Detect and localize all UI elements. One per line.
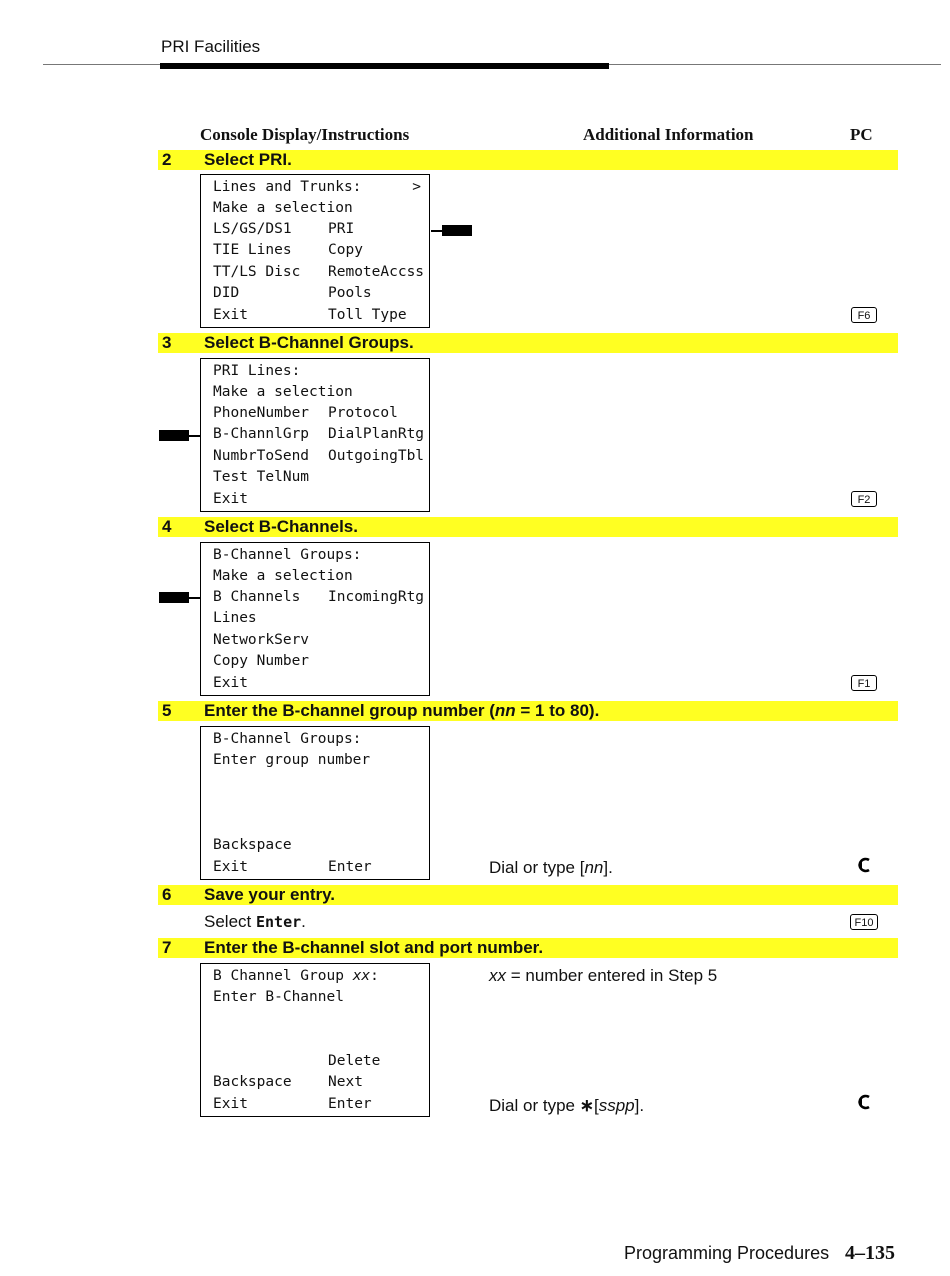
step-title: Select PRI. — [204, 150, 292, 169]
console-option: TT/LS Disc — [213, 264, 301, 280]
column-heading-console: Console Display/Instructions — [200, 125, 410, 144]
console-option: Test TelNum — [213, 469, 310, 485]
console-line: Enter group number — [213, 752, 371, 768]
step-number: 5 — [162, 701, 172, 720]
function-key-f1: F1 — [851, 675, 877, 691]
additional-info: Dial or type [nn]. — [489, 858, 613, 877]
console-option: Copy — [328, 242, 363, 258]
selection-marker-icon — [442, 225, 472, 236]
console-line: Make a selection — [213, 568, 353, 584]
additional-info: Dial or type ∗[sspp]. — [489, 1096, 645, 1115]
step-5-bar — [158, 701, 898, 721]
console-option: NumbrToSend — [213, 448, 310, 464]
console-display-step-7 — [200, 963, 430, 1117]
selection-marker-icon — [159, 430, 189, 441]
column-heading-info: Additional Information — [583, 125, 754, 144]
console-option: NetworkServ — [213, 632, 310, 648]
console-option: Exit — [213, 859, 248, 875]
console-display-step-5 — [200, 726, 430, 880]
step-title: Enter the B-channel slot and port number. — [204, 938, 544, 957]
step-number: 6 — [162, 885, 172, 904]
console-option: Enter — [328, 859, 372, 875]
function-key-f10: F10 — [850, 914, 878, 930]
console-option: Exit — [213, 491, 248, 507]
step-4-bar — [158, 517, 898, 537]
console-option: Backspace — [213, 837, 292, 853]
console-option-b-channlgrp: B-ChannlGrp — [213, 426, 310, 442]
console-line: Enter B-Channel — [213, 989, 344, 1005]
step-6-instruction: Select Enter. — [204, 912, 306, 931]
step-2-bar — [158, 150, 898, 170]
step-6-bar — [158, 885, 898, 905]
console-option: Pools — [328, 285, 372, 301]
step-title: Enter the B-channel group number (nn = 1 to 80). — [204, 701, 600, 720]
console-option: Exit — [213, 1096, 248, 1112]
step-number: 2 — [162, 150, 172, 169]
console-option: Exit — [213, 307, 248, 323]
console-line: B-Channel Groups: — [213, 731, 362, 747]
console-option: Lines — [213, 610, 257, 626]
selection-leader-line — [188, 597, 200, 599]
console-option-b-channels: B Channels — [213, 589, 301, 605]
console-option: RemoteAccss — [328, 264, 425, 280]
console-option: PhoneNumber — [213, 405, 310, 421]
console-option: TIE Lines — [213, 242, 292, 258]
more-arrow-icon: > — [412, 179, 421, 195]
console-option: Enter — [328, 1096, 372, 1112]
function-key-f6: F6 — [851, 307, 877, 323]
console-option: Toll Type — [328, 307, 407, 323]
console-option: Backspace — [213, 1074, 292, 1090]
step-title: Save your entry. — [204, 885, 336, 904]
footer-section-title: Programming Procedures — [624, 1243, 830, 1263]
header-bar — [160, 63, 609, 69]
console-option: Next — [328, 1074, 363, 1090]
console-option: DID — [213, 285, 240, 301]
console-option: Copy Number — [213, 653, 310, 669]
console-option: Protocol — [328, 405, 398, 421]
selection-marker-icon — [159, 592, 189, 603]
console-option: LS/GS/DS1 — [213, 221, 292, 237]
step-number: 4 — [162, 517, 172, 536]
console-line: Make a selection — [213, 200, 353, 216]
console-option: OutgoingTbl — [328, 448, 425, 464]
page-number: 4–135 — [845, 1242, 895, 1264]
step-number: 7 — [162, 938, 172, 957]
step-title: Select B-Channels. — [204, 517, 358, 536]
console-display-step-4 — [200, 542, 430, 696]
additional-info: xx = number entered in Step 5 — [489, 966, 718, 985]
column-heading-pc: PC — [850, 125, 873, 144]
console-display-step-3 — [200, 358, 430, 512]
console-option: Delete — [328, 1053, 381, 1069]
running-header: PRI Facilities — [161, 37, 261, 56]
console-option: DialPlanRtg — [328, 426, 425, 442]
console-option: IncomingRtg — [328, 589, 425, 605]
console-line: Lines and Trunks: — [213, 179, 362, 195]
function-key-f2: F2 — [851, 491, 877, 507]
console-display-step-2 — [200, 174, 430, 328]
step-number: 3 — [162, 333, 172, 352]
console-line: B-Channel Groups: — [213, 547, 362, 563]
return-key-icon — [856, 1093, 874, 1116]
console-option-pri: PRI — [328, 221, 355, 237]
step-title: Select B-Channel Groups. — [204, 333, 414, 352]
console-option: Exit — [213, 675, 248, 691]
selection-leader-line — [188, 435, 200, 437]
step-7-bar — [158, 938, 898, 958]
console-line: Make a selection — [213, 384, 353, 400]
console-line: PRI Lines: — [213, 363, 301, 379]
console-line: B Channel Group xx: — [213, 968, 379, 984]
return-key-icon — [856, 856, 874, 879]
step-3-bar — [158, 333, 898, 353]
